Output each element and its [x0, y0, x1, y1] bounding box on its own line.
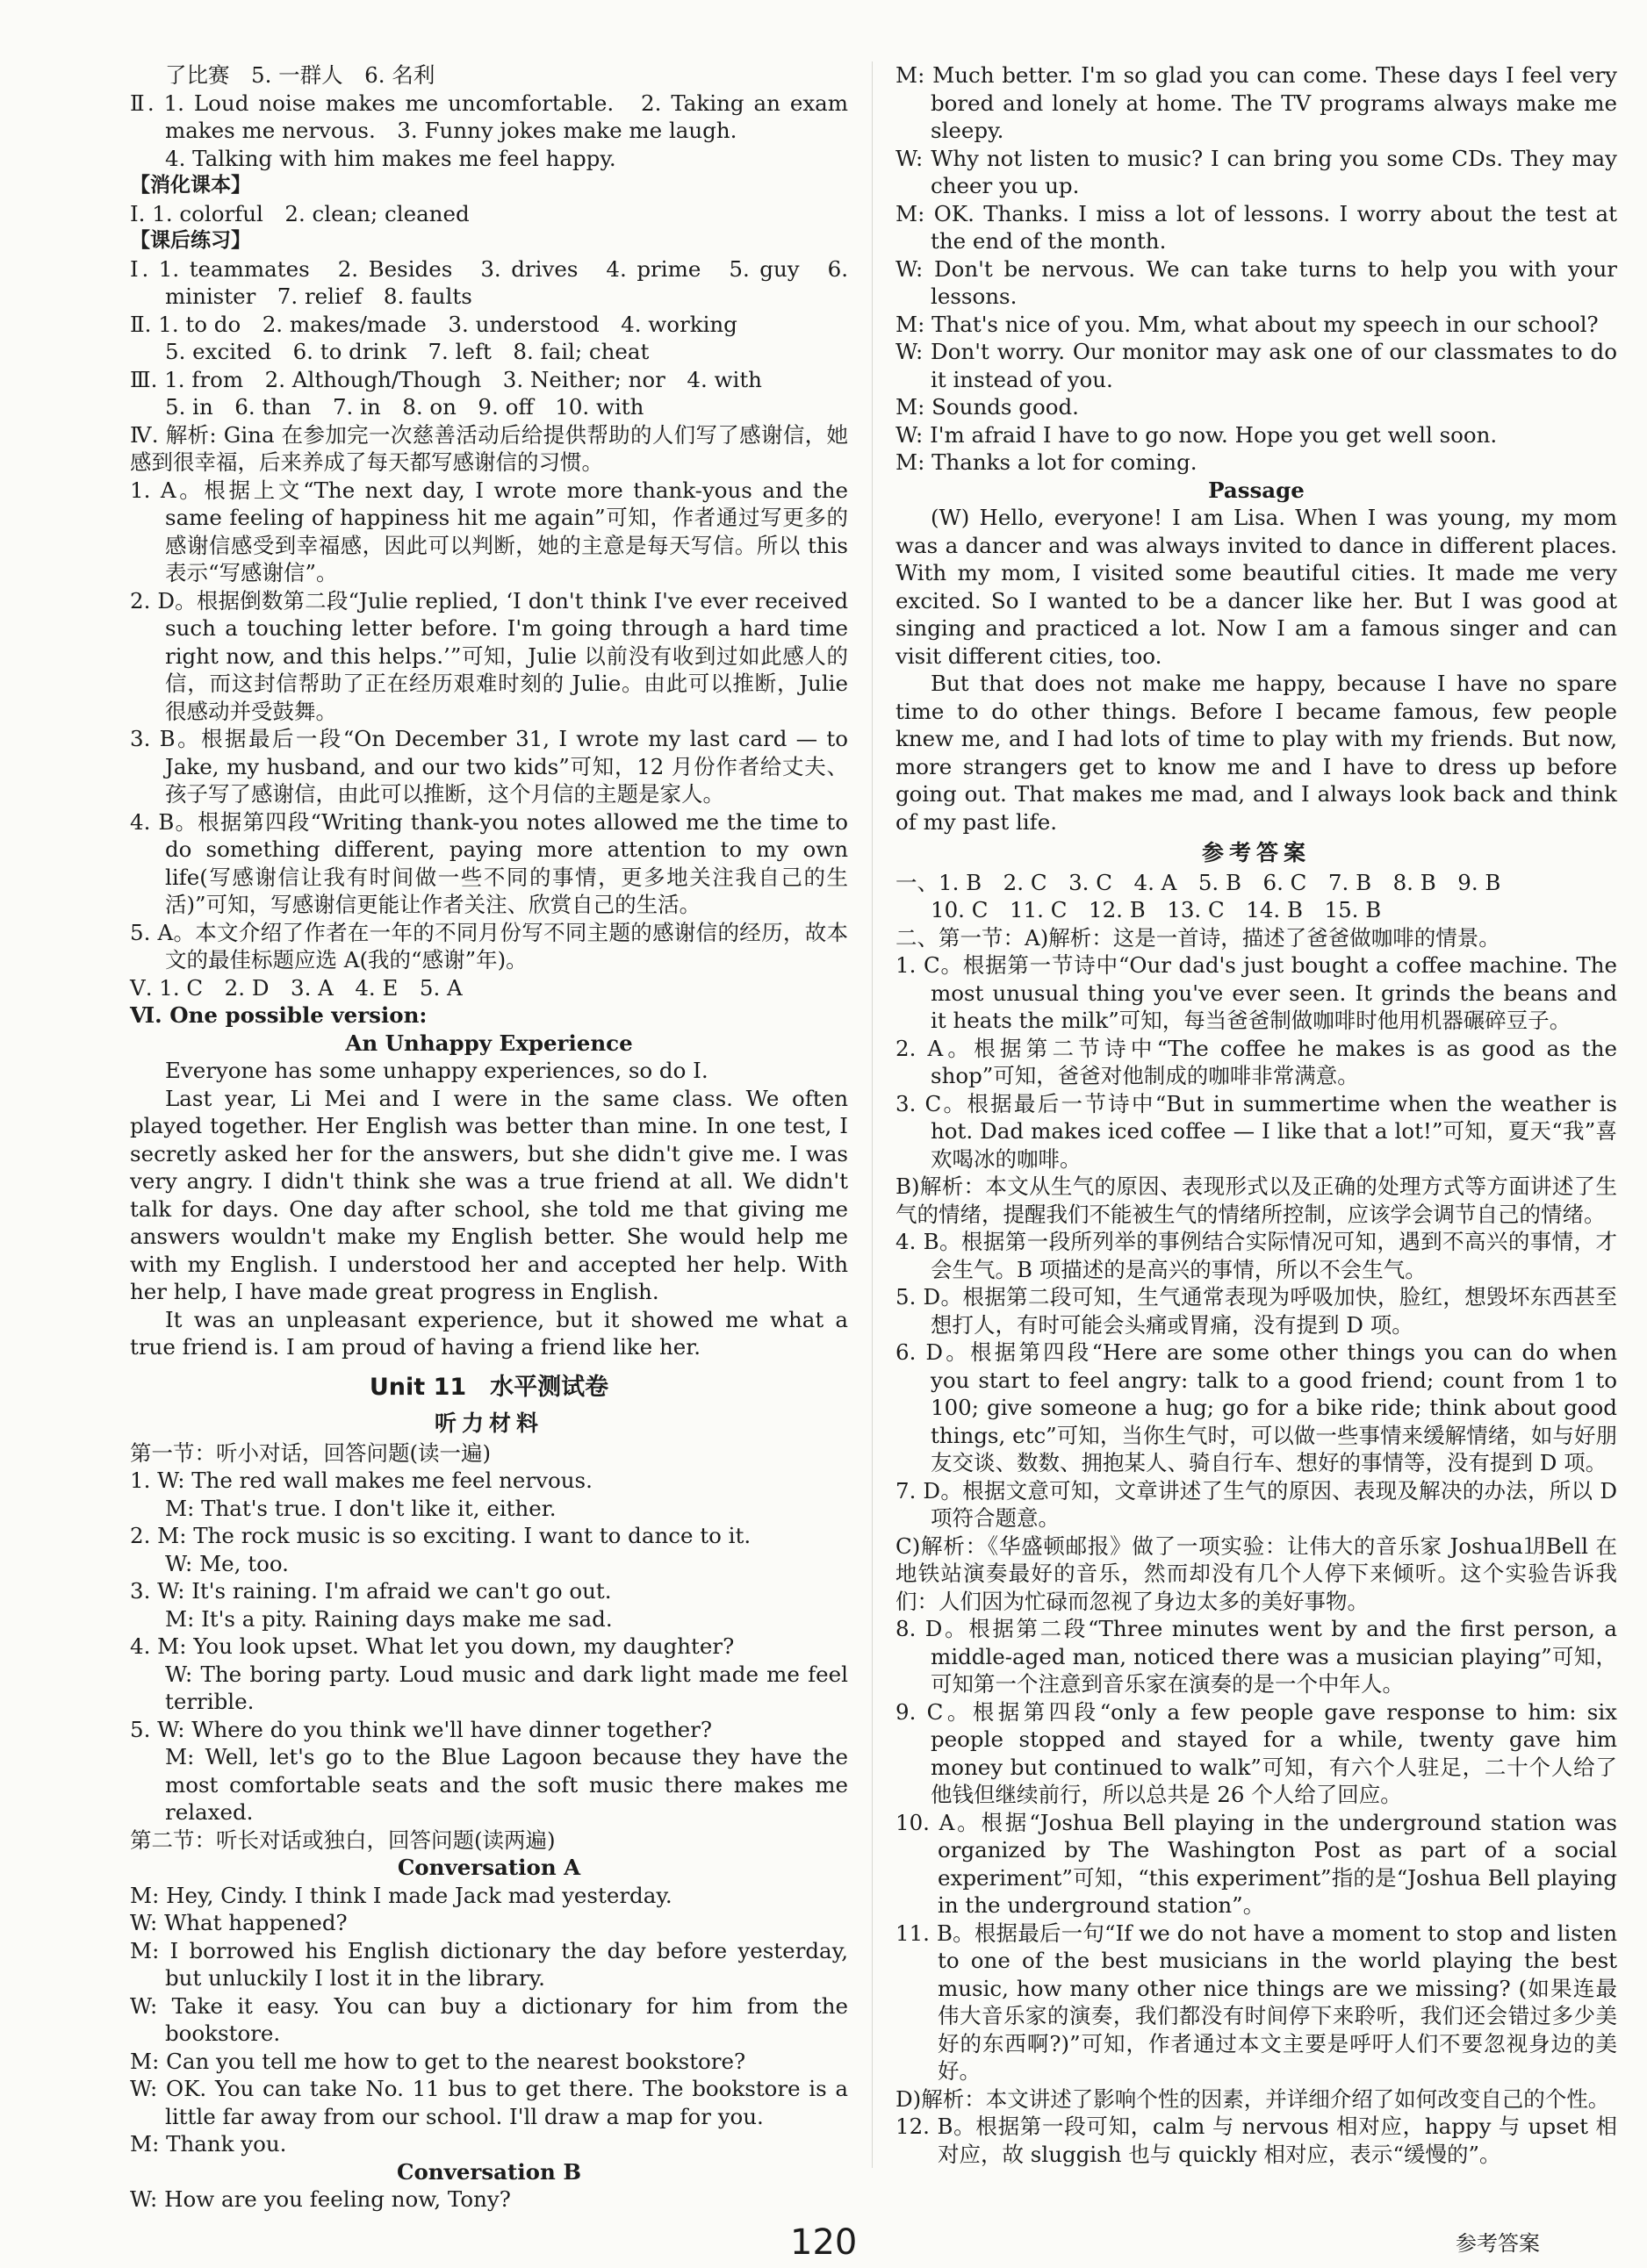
left-paragraph: 5. excited 6. to drink 7. left 8. fail; cheat	[165, 339, 650, 364]
left-paragraph: 【课后练习】	[130, 229, 251, 252]
left-paragraph: 1. A。根据上文“The next day, I wrote more thank-yous and the same feeling of happiness hit me again”可知，作者通过写更多的感谢信感受到幸福感，因此可以判断，她的主意是每天写信。所以 this 表示“写感谢信”。	[130, 477, 848, 585]
page-number: 120	[790, 2222, 858, 2263]
left-paragraph: Conversation B	[396, 2158, 582, 2185]
left-paragraph: W: What happened?	[130, 1910, 348, 1935]
right-paragraph: 7. D。根据文意可知，文章讲述了生气的原因、表现及解决的办法，所以 D 项符合题意。	[895, 1477, 1617, 1531]
left-paragraph: Ⅰ. 1. colorful 2. clean; cleaned	[130, 200, 470, 226]
right-paragraph: W: Don't worry. Our monitor may ask one of our classmates to do it instead of you.	[895, 339, 1617, 392]
right-paragraph: M: Sounds good.	[895, 394, 1079, 420]
right-paragraph: 9. C。根据第四段“only a few people gave response to him: six people stopped and stayed for a while, twenty gave him money but continued to walk”可知，有六个人驻足，二十个人给了他钱但继续前行，所以总共是 26 个人给了回应。	[895, 1698, 1617, 1807]
left-paragraph: W: How are you feeling now, Tony?	[130, 2186, 511, 2212]
left-paragraph: 4. M: You look upset. What let you down, my daughter?	[130, 1633, 735, 1659]
right-paragraph: M: Thanks a lot for coming.	[895, 449, 1197, 475]
right-paragraph: 二、第一节：A)解析：这是一首诗，描述了爸爸做咖啡的情景。	[895, 924, 1500, 951]
left-paragraph: 4. B。根据第四段“Writing thank-you notes allowed me the time to do something different, paying more attention to my own life(写感谢信让我有时间做一些不同的事情，更多地关注我自己的生活)”可知，写感谢信更能让作者关注、欣赏自己的生活。	[130, 808, 848, 917]
left-paragraph: 第一节：听小对话，回答问题(读一遍)	[130, 1439, 492, 1466]
right-paragraph: W: I'm afraid I have to go now. Hope you get well soon.	[895, 421, 1498, 448]
left-column	[130, 61, 848, 2214]
left-paragraph: W: The boring party. Loud music and dark light made me feel terrible.	[165, 1661, 848, 1714]
footer-label: 参考答案	[1456, 2231, 1540, 2256]
left-paragraph: 2. M: The rock music is so exciting. I want to dance to it.	[130, 1523, 752, 1548]
left-paragraph: Everyone has some unhappy experiences, so do I.	[165, 1058, 708, 1083]
right-paragraph: 参考答案	[1201, 840, 1311, 865]
right-paragraph: 2. A。根据第二节诗中“The coffee he makes is as good as the shop”可知，爸爸对他制成的咖啡非常满意。	[895, 1035, 1617, 1088]
left-paragraph: Ⅲ. 1. from 2. Although/Though 3. Neither; nor 4. with	[130, 366, 762, 392]
left-paragraph: 5. in 6. than 7. in 8. on 9. off 10. with	[165, 394, 644, 420]
right-column	[895, 61, 1617, 2168]
right-paragraph: 12. B。根据第一段可知，calm 与 nervous 相对应，happy 与 upset 相对应，故 sluggish 也与 quickly 相对应，表示“缓慢的”。	[895, 2114, 1617, 2167]
right-paragraph: 4. B。根据第一段所列举的事例结合实际情况可知，遇到不高兴的事情，才会生气。B 项描述的是高兴的事情，所以不会生气。	[895, 1229, 1617, 1282]
left-paragraph: Conversation A	[397, 1855, 581, 1880]
left-paragraph: W: Take it easy. You can buy a dictionary for him from the bookstore.	[130, 1992, 848, 2046]
left-paragraph: 3. B。根据最后一段“On December 31, I wrote my last card — to Jake, my husband, and our two kids”可知，12 月份作者给丈夫、孩子写了感谢信，由此可以推断，这个月信的主题是家人。	[130, 726, 848, 807]
right-paragraph: M: OK. Thanks. I miss a lot of lessons. I worry about the test at the end of the month.	[895, 200, 1617, 254]
left-paragraph: Ⅱ. 1. Loud noise makes me uncomfortable. 2. Taking an exam makes me nervous. 3. Funny jokes make me laugh.	[130, 90, 848, 143]
right-paragraph: W: Why not listen to music? I can bring you some CDs. They may cheer you up.	[895, 145, 1617, 198]
right-paragraph: D)解析：本文讲述了影响个性的因素，并详细介绍了如何改变自己的个性。	[895, 2085, 1610, 2112]
right-paragraph: (W) Hello, everyone! I am Lisa. When I was young, my mom was a dancer and was always invited to dance in different places. With my mom, I visited some beautiful cities. It made me very excited. So I wanted to be a dancer like her. But I was good at singing and practiced a lot. Now I am a famous singer and can visit different cities, too.	[895, 505, 1617, 669]
left-paragraph: It was an unpleasant experience, but it showed me what a true friend is. I am proud of having a friend like her.	[130, 1306, 848, 1360]
right-paragraph: 5. D。根据第二段可知，生气通常表现为呼吸加快，脸红，想毁坏东西甚至想打人，有时可能会头痛或胃痛，没有提到 D 项。	[895, 1284, 1617, 1338]
right-paragraph: C)解析：《华盛顿邮报》做了一项实验：让伟大的音乐家 Joshua㋀Bell 在地铁站演奏最好的音乐，然而却没有几个人停下来倾听。这个实验告诉我们：人们因为忙碌而忽视了身边太多的美好事物。	[895, 1532, 1617, 1614]
left-paragraph: Ⅳ. 解析: Gina 在参加完一次慈善活动后给提供帮助的人们写了感谢信，她感到很幸福，后来养成了每天都写感谢信的习惯。	[130, 421, 848, 475]
left-paragraph: 3. W: It's raining. I'm afraid we can't go out.	[130, 1578, 612, 1604]
left-paragraph: 听力材料	[434, 1410, 543, 1436]
left-paragraph: 4. Talking with him makes me feel happy.	[165, 145, 616, 171]
left-paragraph: 1. W: The red wall makes me feel nervous.	[130, 1468, 593, 1493]
right-paragraph: Passage	[1208, 477, 1305, 503]
left-paragraph: 2. D。根据倒数第二段“Julie replied, ‘I don't think I've ever received such a touching letter before. I'm going through a hard time right now, and this helps.’”可知，Julie 以前没有收到过如此感人的信，而这封信帮助了正在经历艰难时刻的 Julie。由此可以推断，Julie 很感动并受鼓舞。	[130, 587, 848, 724]
left-paragraph: Unit 11 水平测试卷	[369, 1373, 609, 1401]
left-paragraph: 5. W: Where do you think we'll have dinner together?	[130, 1716, 712, 1742]
left-paragraph: W: OK. You can take No. 11 bus to get there. The bookstore is a little far away from our school. I'll draw a map for you.	[130, 2076, 848, 2129]
left-paragraph: 5. A。本文介绍了作者在一年的不同月份写不同主题的感谢信的经历，故本文的最佳标题应选 A(我的“感谢”年)。	[130, 919, 848, 973]
left-paragraph: W: Me, too.	[165, 1550, 289, 1576]
right-paragraph: 6. D。根据第四段“Here are some other things you can do when you start to feel angry: talk to a good friend; count from 1 to 100; give someone a hug; go for a bike ride; think about good things, etc”可知，当你生气时，可以做一些事情来缓解情绪，如与好朋友交谈、数数、拥抱某人、骑自行车、想好的事情等，没有提到 D 项。	[895, 1339, 1617, 1475]
left-paragraph: 第二节：听长对话或独白，回答问题(读两遍)	[130, 1827, 556, 1853]
right-paragraph: 8. D。根据第二段“Three minutes went by and the first person, a middle-aged man, noticed there was a musician playing”可知，可知第一个注意到音乐家在演奏的是一个中年人。	[895, 1616, 1617, 1697]
right-paragraph: 3. C。根据最后一节诗中“But in summertime when the weather is hot. Dad makes iced coffee — I like that a lot!”可知，夏天“我”喜欢喝冰的咖啡。	[895, 1090, 1617, 1172]
left-paragraph: M: That's true. I don't like it, either.	[165, 1495, 557, 1521]
left-paragraph: M: Can you tell me how to get to the nearest bookstore?	[130, 2048, 746, 2074]
right-paragraph: W: Don't be nervous. We can take turns to help you with your lessons.	[895, 255, 1617, 309]
left-paragraph: M: I borrowed his English dictionary the day before yesterday, but unluckily I lost it in the library.	[130, 1937, 848, 1991]
left-paragraph: M: Hey, Cindy. I think I made Jack mad yesterday.	[130, 1882, 672, 1908]
left-paragraph: 【消化课本】	[130, 174, 251, 197]
right-paragraph: 一、1. B 2. C 3. C 4. A 5. B 6. C 7. B 8. B 9. B	[895, 869, 1501, 895]
left-paragraph: M: It's a pity. Raining days make me sad.	[165, 1605, 613, 1632]
right-paragraph: 10. C 11. C 12. B 13. C 14. B 15. B	[931, 897, 1382, 922]
left-paragraph: Ⅱ. 1. to do 2. makes/made 3. understood 4. working	[130, 311, 737, 337]
right-paragraph: But that does not make me happy, because I have no spare time to do other things. Before I became famous, few people knew me, and I had lots of time to play with my friends. But now, more strangers get to know me and I have to dress up before going out. That makes me mad, and I always look back and think of my past life.	[895, 671, 1617, 835]
left-paragraph: M: Thank you.	[130, 2131, 287, 2157]
right-paragraph: 11. B。根据最后一句“If we do not have a moment to stop and listen to one of the best musicians in the world playing the best music, how many other nice things are we missing? (如果连最伟大音乐家的演奏，我们都没有时间停下来聆听，我们还会错过多少美好的东西啊?)”可知，作者通过本文主要是呼吁人们不要忽视身边的美好。	[895, 1920, 1617, 2084]
left-paragraph: Ⅰ. 1. teammates 2. Besides 3. drives 4. prime 5. guy 6. minister 7. relief 8. faults	[130, 255, 848, 309]
left-paragraph: Last year, Li Mei and I were in the same class. We often played together. Her English was better than mine. In one test, I secretly asked her for the answers, but she didn't give me. I was very angry. I didn't think she was a true friend at all. We didn't talk for days. One day after school, she told me that giving me answers wouldn't make my English better. She would help me with my English. I understood her and accepted her help. With her help, I have made great progress in English.	[130, 1085, 848, 1304]
left-paragraph: Ⅵ. One possible version:	[130, 1002, 428, 1028]
right-paragraph: 10. A。根据“Joshua Bell playing in the underground station was organized by The Washington Post as part of a social experiment”可知，“this experiment”指的是“Joshua Bell playing in the underground station”。	[895, 1809, 1617, 1918]
left-paragraph: An Unhappy Experience	[345, 1030, 633, 1056]
right-paragraph: B)解析：本文从生气的原因、表现形式以及正确的处理方式等方面讲述了生气的情绪，提醒我们不能被生气的情绪所控制，应该学会调节自己的情绪。	[895, 1173, 1617, 1227]
left-paragraph: Ⅴ. 1. C 2. D 3. A 4. E 5. A	[130, 974, 463, 1001]
right-paragraph: 1. C。根据第一节诗中“Our dad's just bought a coffee machine. The most unusual thing you've ever seen. It grinds the beans and it heats the milk”可知，每当爸爸制做咖啡时他用机器碾碎豆子。	[895, 952, 1617, 1033]
column-divider	[872, 61, 873, 2168]
left-paragraph: 了比赛 5. 一群人 6. 名利	[165, 62, 435, 88]
right-paragraph: M: That's nice of you. Mm, what about my speech in our school?	[895, 311, 1599, 337]
right-paragraph: M: Much better. I'm so glad you can come. These days I feel very bored and lonely at home. The TV programs always make me sleepy.	[895, 62, 1617, 143]
left-paragraph: M: Well, let's go to the Blue Lagoon because they have the most comfortable seats and the soft music there makes me relaxed.	[165, 1744, 848, 1825]
